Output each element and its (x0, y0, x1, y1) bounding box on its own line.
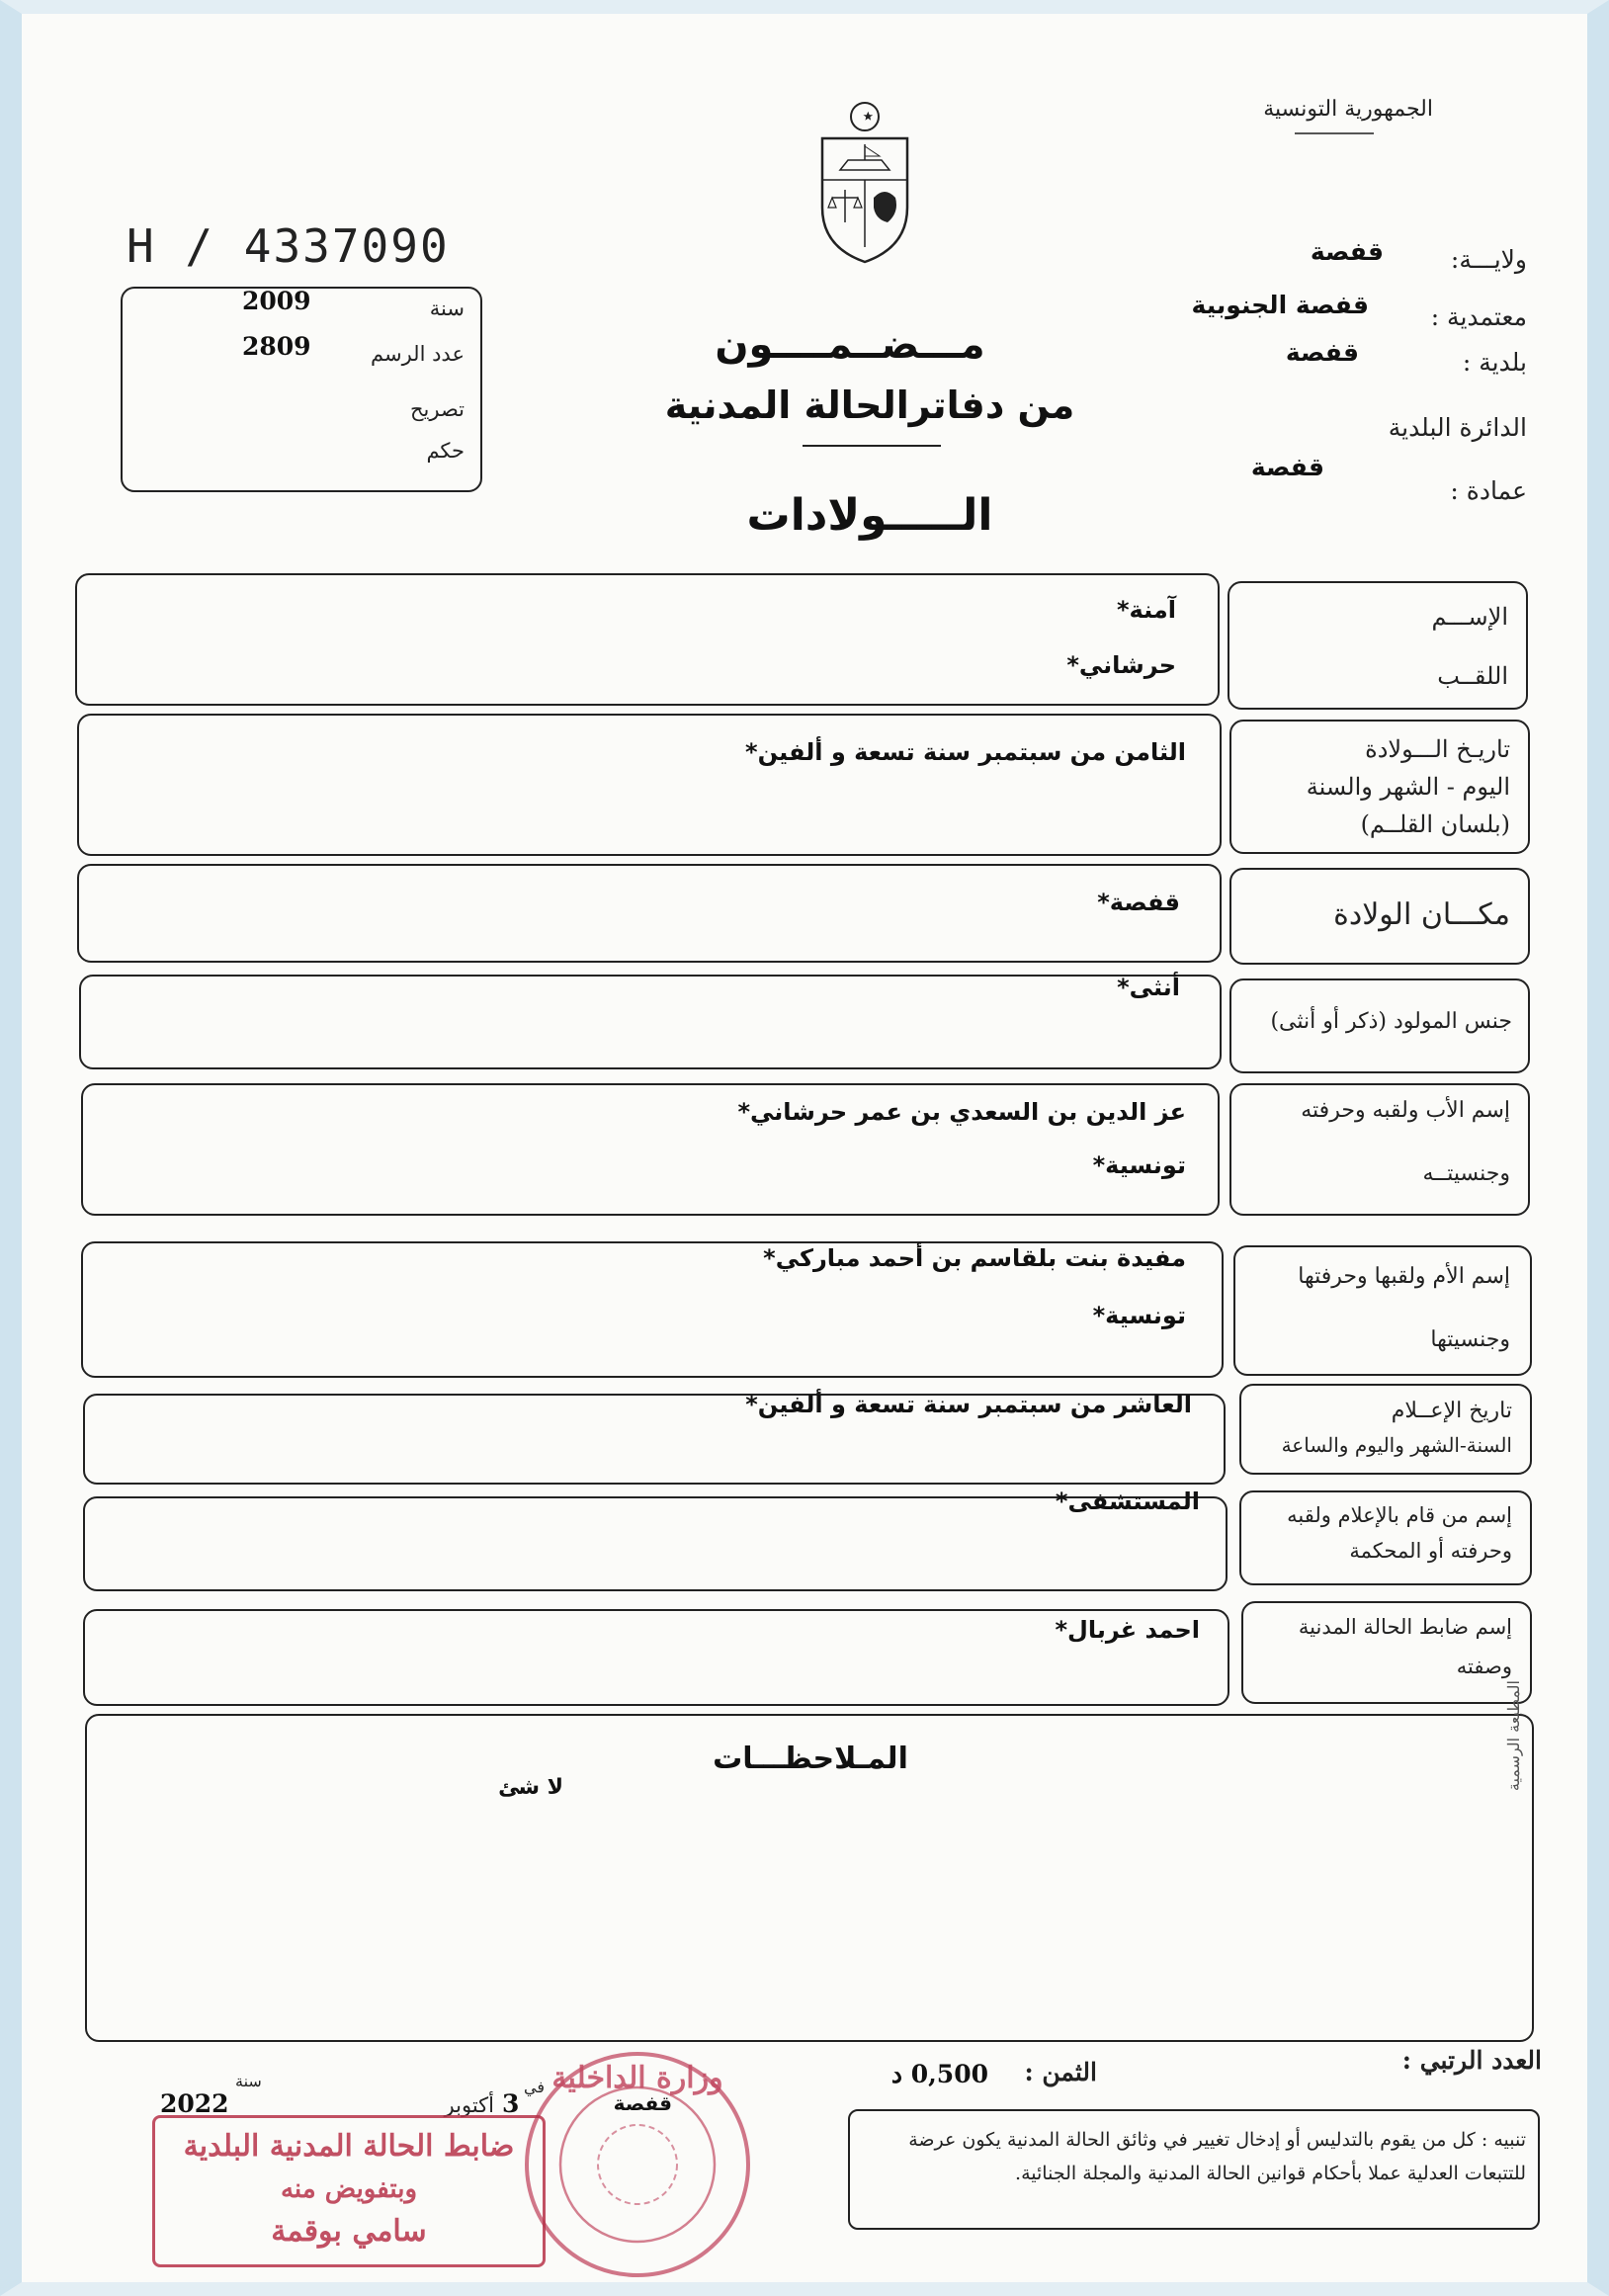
serial-number: H / 4337090 (127, 219, 450, 273)
delegation-label: معتمدية : (1430, 302, 1527, 331)
municipality-label: بلدية : (1462, 348, 1527, 377)
date-place: قفصة (613, 2091, 672, 2115)
first-name-label: الإســـم (1431, 603, 1508, 631)
declaration-date-value: العاشر من سبتمبر سنة تسعة و ألفين* (745, 1391, 1192, 1418)
coat-of-arms-icon (810, 99, 919, 267)
remarks-value: لا شئ (498, 1775, 563, 1800)
governorate-label: ولايـــة: (1450, 245, 1527, 274)
sex-value: أنثى* (1117, 974, 1180, 1001)
record-number-value: 2809 (242, 332, 311, 361)
title-births: الـــــولادات (746, 490, 993, 541)
municipality-value: قفصة (1285, 338, 1359, 367)
warning-text: تنبيه : كل من يقوم بالتدليس أو إدخال تغيير في وثائق الحالة المدنية يكون عرضة للتتبعات العدلية عملا بأحكام قوانين الحالة المدنية والمجلة الجنائية. (908, 2129, 1526, 2184)
declaration-date-label: تاريخ الإعــلام (1391, 1399, 1512, 1423)
date-year-label: سنة (235, 2072, 262, 2090)
title-extract: مـــضــمــــون (715, 322, 985, 368)
birthdate-label: تاريـخ الـــولادة (1365, 735, 1510, 763)
price-label: الثمن : (1024, 2058, 1097, 2086)
birthdate-value: الثامن من سبتمبر سنة تسعة و ألفين* (745, 738, 1186, 766)
officer-stamp (152, 2115, 546, 2267)
father-nationality-value: تونسية* (1092, 1151, 1186, 1179)
first-name-value: آمنة* (1117, 596, 1176, 624)
sex-label: جنس المولود (ذكر أو أنثى) (1270, 1009, 1512, 1034)
mother-nationality-label: وجنسيتها (1430, 1327, 1510, 1352)
imada-value: قفصة (1250, 453, 1324, 481)
remarks-title: المـلاحظـــات (713, 1742, 908, 1776)
birthdate-sub-label: اليوم - الشهر والسنة (1306, 773, 1510, 801)
surname-label: اللقــب (1437, 662, 1508, 690)
republic-label: الجمهورية التونسية (1263, 97, 1433, 122)
officer-stamp-line1: ضابط الحالة المدنية البلدية (183, 2129, 515, 2164)
serial-number-label: العدد الرتبي : (1401, 2046, 1542, 2075)
officer-sub-label: وصفته (1456, 1655, 1512, 1678)
mother-value: مفيدة بنت بلقاسم بن أحمد مباركي* (763, 1244, 1186, 1272)
officer-stamp-line2: وبتفويض منه (280, 2174, 418, 2204)
title-underline (803, 445, 941, 447)
officer-label: إسم ضابط الحالة المدنية (1298, 1615, 1512, 1639)
delegation-value: قفصة الجنوبية (1191, 291, 1369, 319)
officer-value: احمد غربال* (1055, 1616, 1200, 1644)
record-declaration-label: تصريح (409, 397, 465, 421)
municipal-district-label: الدائرة البلدية (1388, 413, 1527, 442)
republic-underline (1295, 132, 1374, 134)
declarant-label: إسم من قام بالإعلام ولقبه (1287, 1503, 1512, 1527)
declarant-value: المستشفى* (1055, 1488, 1200, 1515)
father-nationality-label: وجنسيتــه (1422, 1161, 1510, 1186)
declaration-date-sub-label: السنة-الشهر واليوم والساعة (1281, 1433, 1512, 1457)
birthdate-in-words-label: (بلسان القلــم) (1360, 810, 1510, 838)
declarant-sub-label: وحرفته أو المحكمة (1349, 1539, 1512, 1563)
side-print-label: المطبعة الرسمية (1504, 1680, 1523, 1792)
record-judgment-label: حكم (426, 439, 465, 463)
imada-label: عمادة : (1450, 476, 1527, 505)
ministry-seal-icon (514, 2036, 761, 2293)
seal-text: وزارة الداخلية (551, 2061, 723, 2095)
birthplace-value: قفصة* (1097, 889, 1180, 916)
father-label: إسم الأب ولقبه وحرفته (1301, 1098, 1510, 1123)
date-in-label: في (524, 2078, 545, 2096)
governorate-value: قفصة (1310, 237, 1384, 266)
surname-value: حرشاني* (1066, 651, 1176, 679)
price-value: 0,500 د (890, 2060, 988, 2088)
officer-stamp-line3: سامي بوقمة (271, 2214, 427, 2249)
record-number-label: عدد الرسم (371, 342, 465, 366)
father-value: عز الدين بن السعدي بن عمر حرشاني* (737, 1098, 1186, 1126)
record-year-value: 2009 (242, 287, 311, 315)
date-day: 3 (502, 2089, 520, 2118)
mother-label: إسم الأم ولقبها وحرفتها (1298, 1264, 1510, 1289)
date-year-value: 2022 (160, 2089, 229, 2118)
title-civil-registers: من دفاترالحالة المدنية (664, 383, 1075, 427)
mother-nationality-value: تونسية* (1092, 1302, 1186, 1329)
date-month: أكتوبر (444, 2093, 494, 2117)
record-year-label: سنة (429, 297, 465, 320)
birthplace-label: مكـــان الولادة (1333, 897, 1510, 932)
